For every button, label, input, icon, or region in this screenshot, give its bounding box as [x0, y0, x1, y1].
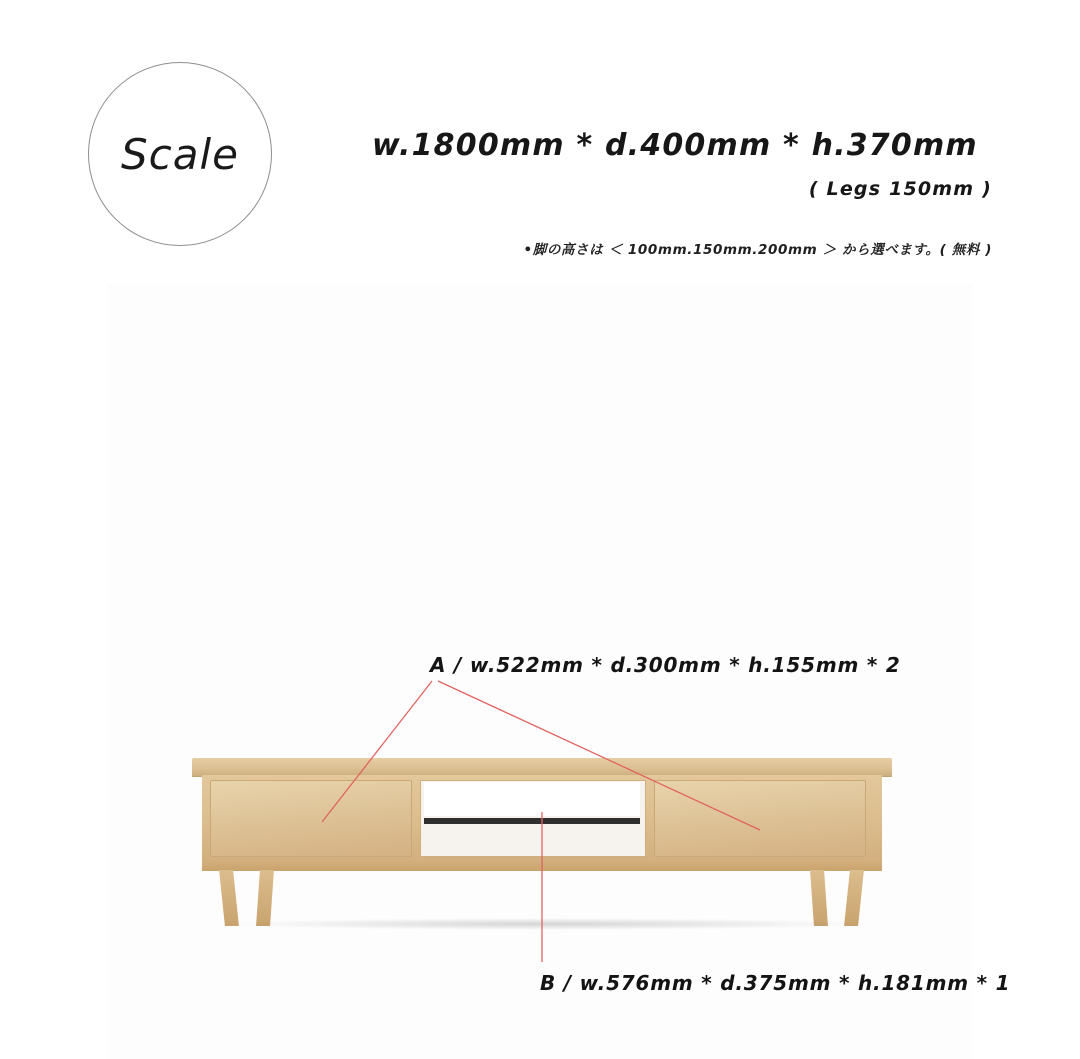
shelf-upper-opening: [424, 782, 640, 816]
floor-shadow: [222, 918, 872, 930]
cabinet-apron: [202, 859, 882, 871]
shelf-divider: [424, 818, 640, 824]
legs-option-note: •脚の高さは ＜ 100mm.150mm.200mm ＞ から選べます。( 無料 ): [523, 242, 992, 258]
scale-badge-label: Scale: [121, 129, 239, 179]
tv-board-illustration: [192, 758, 892, 938]
legs-height-label: ( Legs 150mm ): [808, 178, 992, 200]
drawer-left: [210, 780, 412, 857]
drawer-right: [654, 780, 866, 857]
scale-badge: [88, 62, 272, 246]
top-board: [192, 758, 892, 776]
annotation-part-a: A / w.522mm * d.300mm * h.155mm * 2: [430, 653, 901, 677]
annotation-part-b: B / w.576mm * d.375mm * h.181mm * 1: [540, 971, 1011, 995]
dimensions-main: w.1800mm * d.400mm * h.370mm: [372, 128, 978, 163]
